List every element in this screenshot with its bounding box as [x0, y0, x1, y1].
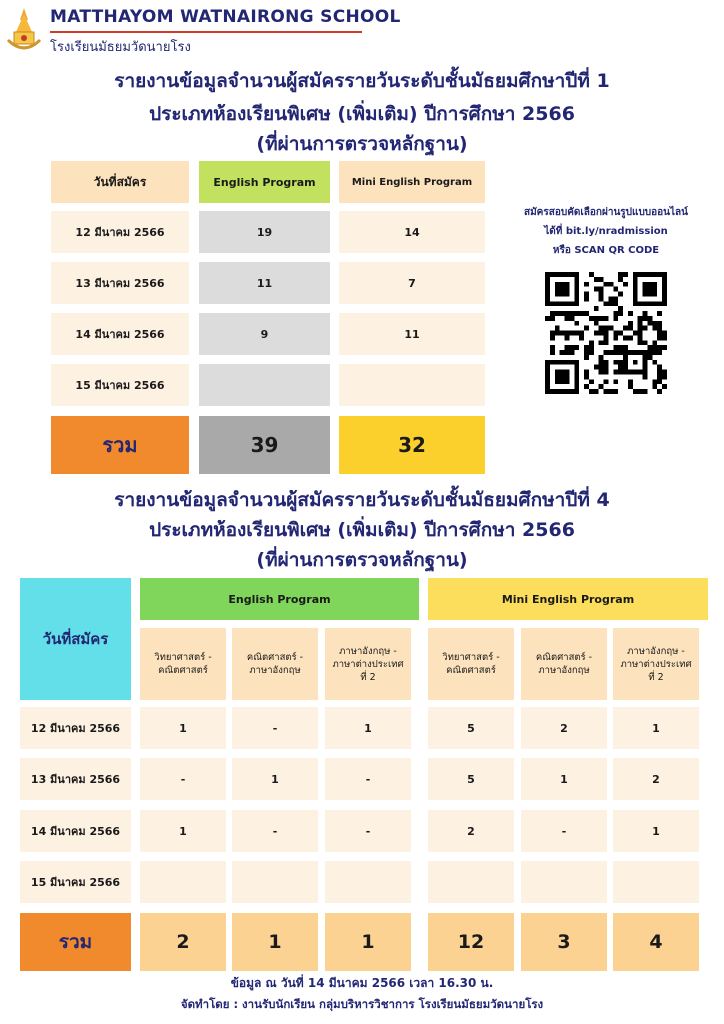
- r4-row-value: 2: [428, 810, 514, 852]
- r4-header-date: วันที่สมัคร: [20, 578, 131, 700]
- r4-row-date: 14 มีนาคม 2566: [20, 810, 131, 852]
- r1-row3-date: 14 มีนาคม 2566: [51, 313, 189, 355]
- r1-header-ep: English Program: [199, 161, 330, 203]
- r4-subheader-3: [325, 628, 411, 700]
- report1-title-line2: ประเภทห้องเรียนพิเศษ (เพิ่มเติม) ปีการศึกษา 2566: [149, 103, 575, 125]
- r4-total-value: 2: [140, 913, 226, 971]
- r4-row-value: 5: [428, 707, 514, 749]
- r4-row-value: [428, 861, 514, 903]
- r4-row-value: 1: [521, 758, 607, 800]
- r1-header-mep: Mini English Program: [339, 161, 485, 203]
- r4-row-value: [140, 861, 226, 903]
- r4-row-value: [613, 861, 699, 903]
- school-crest-icon: [4, 6, 44, 56]
- r4-row-value: -: [325, 810, 411, 852]
- r4-total-value: 1: [232, 913, 318, 971]
- r4-subheader-4: [428, 628, 514, 700]
- r4-row-value: [325, 861, 411, 903]
- header-divider: [50, 31, 362, 33]
- apply-info-line3: หรือ SCAN QR CODE: [552, 245, 660, 256]
- r4-row-value: -: [232, 810, 318, 852]
- r4-total-value: 12: [428, 913, 514, 971]
- r4-row-value: -: [140, 758, 226, 800]
- r4-subheader-1: [140, 628, 226, 700]
- r4-subheader-line: คณิตศาสตร์ -: [246, 652, 304, 663]
- r4-subheader-line: ภาษาต่างประเทศ: [620, 658, 692, 670]
- r4-row-value: -: [521, 810, 607, 852]
- r1-total-ep: 39: [199, 416, 330, 474]
- r1-total-label: รวม: [51, 416, 189, 474]
- r1-header-date: วันที่สมัคร: [51, 161, 189, 203]
- r4-row-value: [232, 861, 318, 903]
- r4-row-value: 1: [613, 810, 699, 852]
- r4-row-value: 2: [613, 758, 699, 800]
- r4-row-value: -: [232, 707, 318, 749]
- r4-subheader-line: วิทยาศาสตร์ -: [442, 652, 500, 663]
- r4-subheader-line: คณิตศาสตร์ -: [535, 652, 593, 663]
- r4-subheader-line: ภาษาอังกฤษ: [249, 665, 301, 676]
- r4-group-ep: English Program: [140, 578, 419, 620]
- r4-subheader-line: คณิตศาสตร์: [446, 665, 496, 676]
- r4-row-value: 5: [428, 758, 514, 800]
- r4-subheader-line: คณิตศาสตร์: [158, 665, 208, 676]
- r1-total-mep: 32: [339, 416, 485, 474]
- r4-subheader-5: [521, 628, 607, 700]
- r1-row4-date: 15 มีนาคม 2566: [51, 364, 189, 406]
- r4-subheader-line: ที่ 2: [360, 671, 376, 683]
- r1-row1-mep: 14: [339, 211, 485, 253]
- r4-subheader-6: [613, 628, 699, 700]
- apply-info-line2[interactable]: ได้ที่ bit.ly/nradmission: [544, 226, 668, 237]
- report4-title-line2: ประเภทห้องเรียนพิเศษ (เพิ่มเติม) ปีการศึกษา 2566: [149, 519, 575, 541]
- r4-subheader-line: ภาษาอังกฤษ -: [339, 645, 397, 657]
- r4-total-value: 4: [613, 913, 699, 971]
- report1-title-line1: รายงานข้อมูลจำนวนผู้สมัครรายวันระดับชั้นมัธยมศึกษาปีที่ 1: [114, 70, 610, 92]
- r1-row1-date: 12 มีนาคม 2566: [51, 211, 189, 253]
- school-name-th: โรงเรียนมัธยมวัดนายโรง: [50, 40, 191, 55]
- r1-row3-mep: 11: [339, 313, 485, 355]
- r4-subheader-line: ภาษาอังกฤษ -: [627, 645, 685, 657]
- r4-row-date: 13 มีนาคม 2566: [20, 758, 131, 800]
- r1-row3-ep: 9: [199, 313, 330, 355]
- r4-row-date: 15 มีนาคม 2566: [20, 861, 131, 903]
- r4-row-value: [521, 861, 607, 903]
- report4-title-line3: (ที่ผ่านการตรวจหลักฐาน): [256, 549, 468, 571]
- apply-info: [492, 203, 720, 260]
- r4-row-value: 1: [613, 707, 699, 749]
- r4-row-value: 1: [140, 707, 226, 749]
- footer-line2: จัดทำโดย : งานรับนักเรียน กลุ่มบริหารวิชาการ โรงเรียนมัธยมวัดนายโรง: [180, 997, 544, 1011]
- r4-subheader-line: วิทยาศาสตร์ -: [154, 652, 212, 663]
- r4-row-value: 2: [521, 707, 607, 749]
- r4-subheader-line: ที่ 2: [648, 671, 664, 683]
- report4-title-line1: รายงานข้อมูลจำนวนผู้สมัครรายวันระดับชั้นมัธยมศึกษาปีที่ 4: [114, 489, 610, 511]
- r1-row2-mep: 7: [339, 262, 485, 304]
- r4-row-value: 1: [140, 810, 226, 852]
- r4-total-value: 3: [521, 913, 607, 971]
- report1-title-line3: (ที่ผ่านการตรวจหลักฐาน): [256, 133, 468, 155]
- apply-info-line1: สมัครสอบคัดเลือกผ่านรูปแบบออนไลน์: [523, 207, 688, 218]
- r1-row4-mep: [339, 364, 485, 406]
- r4-total-value: 1: [325, 913, 411, 971]
- school-name-en: MATTHAYOM WATNAIRONG SCHOOL: [50, 7, 401, 27]
- r4-subheader-line: ภาษาอังกฤษ: [538, 665, 590, 676]
- qr-code-icon[interactable]: [545, 272, 667, 394]
- footer-line1: ข้อมูล ณ วันที่ 14 มีนาคม 2566 เวลา 16.30 น.: [230, 976, 494, 990]
- r4-subheader-line: ภาษาต่างประเทศ: [332, 658, 404, 670]
- r1-row2-date: 13 มีนาคม 2566: [51, 262, 189, 304]
- r1-row4-ep: [199, 364, 330, 406]
- r4-total-label: รวม: [20, 913, 131, 971]
- r4-subheader-2: [232, 628, 318, 700]
- r4-row-value: -: [325, 758, 411, 800]
- r4-row-value: 1: [232, 758, 318, 800]
- r4-row-date: 12 มีนาคม 2566: [20, 707, 131, 749]
- r1-row1-ep: 19: [199, 211, 330, 253]
- r4-group-mep: Mini English Program: [428, 578, 708, 620]
- r4-row-value: 1: [325, 707, 411, 749]
- r1-row2-ep: 11: [199, 262, 330, 304]
- school-logo: [4, 6, 44, 56]
